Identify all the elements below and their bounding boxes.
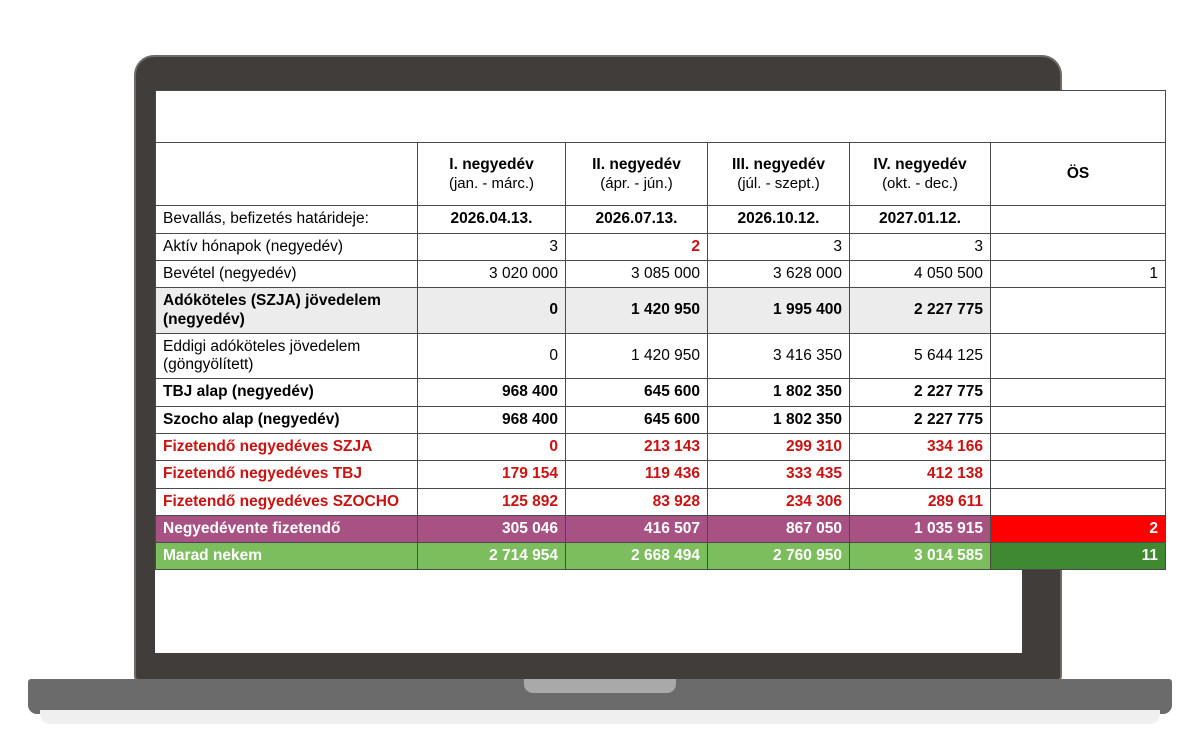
cell-active-months-q4: 3 (850, 233, 991, 260)
cell-payable-szja-q1: 0 (418, 433, 566, 460)
table-row (156, 379, 1166, 406)
column-header-q1-sub: (jan. - márc.) (448, 175, 534, 193)
row-label-cumulative-income: Eddigi adóköteles jövedelem (göngyölített) (156, 333, 418, 379)
table-row (156, 433, 1166, 460)
column-header-q4-label: IV. negyedév (873, 155, 967, 173)
cell-active-months-q3: 3 (708, 233, 850, 260)
laptop-trackpad-notch (524, 679, 676, 693)
sheet-title-main: Számított adók, járulékok 2026 - NEGYEDÉVES összesítés * (391, 95, 930, 116)
cell-remaining-total: 11 (991, 543, 1166, 570)
cell-payable-szja-q2: 213 143 (566, 433, 708, 460)
cell-taxable-income-q3: 1 995 400 (708, 288, 850, 334)
column-header-q2 (566, 143, 708, 206)
cell-active-months-q1: 3 (418, 233, 566, 260)
cell-revenue-q2: 3 085 000 (566, 261, 708, 288)
sheet-title-sub: (Bevallás, befizetés: negyedévente) (525, 118, 796, 138)
column-header-q3-label: III. negyedév (731, 155, 826, 173)
table-row (156, 515, 1166, 542)
tax-summary-table (155, 90, 1166, 570)
row-label-szocho-base: Szocho alap (negyedév) (156, 406, 418, 433)
cell-taxable-income-q1: 0 (418, 288, 566, 334)
cell-payable-szocho-q1: 125 892 (418, 488, 566, 515)
cell-revenue-q4: 4 050 500 (850, 261, 991, 288)
cell-quarterly-payable-q2: 416 507 (566, 515, 708, 542)
column-header-q2-sub: (ápr. - jún.) (600, 175, 673, 193)
laptop-screen (155, 90, 1159, 653)
table-row (156, 461, 1166, 488)
row-label-taxable-income: Adóköteles (SZJA) jövedelem (negyedév) (156, 288, 418, 334)
cell-payable-szja-q3: 299 310 (708, 433, 850, 460)
column-header-q3-sub: (júl. - szept.) (737, 175, 820, 193)
cell-cumulative-income-total (991, 333, 1166, 379)
cell-payable-szocho-q4: 289 611 (850, 488, 991, 515)
cell-remaining-q1: 2 714 954 (418, 543, 566, 570)
column-header-total: ÖS (991, 143, 1166, 206)
row-label-remaining: Marad nekem (156, 543, 418, 570)
row-label-payable-szja: Fizetendő negyedéves SZJA (156, 433, 418, 460)
cell-cumulative-income-q3: 3 416 350 (708, 333, 850, 379)
column-header-q1 (418, 143, 566, 206)
column-header-q4-sub: (okt. - dec.) (882, 175, 958, 193)
cell-deadline-q3: 2026.10.12. (708, 206, 850, 233)
cell-cumulative-income-q2: 1 420 950 (566, 333, 708, 379)
row-label-payable-tbj: Fizetendő negyedéves TBJ (156, 461, 418, 488)
column-header-q1-label: I. negyedév (449, 155, 534, 173)
cell-payable-tbj-q4: 412 138 (850, 461, 991, 488)
cell-deadline-q2: 2026.07.13. (566, 206, 708, 233)
cell-active-months-q2: 2 (566, 233, 708, 260)
cell-payable-tbj-total (991, 461, 1166, 488)
column-header-q3 (708, 143, 850, 206)
cell-revenue-total: 1 (991, 261, 1166, 288)
cell-tbj-base-total (991, 379, 1166, 406)
cell-taxable-income-q2: 1 420 950 (566, 288, 708, 334)
cell-payable-szocho-q2: 83 928 (566, 488, 708, 515)
cell-quarterly-payable-q3: 867 050 (708, 515, 850, 542)
table-row (156, 233, 1166, 260)
table-row (156, 333, 1166, 379)
cell-revenue-q3: 3 628 000 (708, 261, 850, 288)
column-header-q2-label: II. negyedév (592, 155, 681, 173)
table-row (156, 261, 1166, 288)
row-label-tbj-base: TBJ alap (negyedév) (156, 379, 418, 406)
table-row (156, 206, 1166, 233)
cell-cumulative-income-q1: 0 (418, 333, 566, 379)
cell-revenue-q1: 3 020 000 (418, 261, 566, 288)
sheet-title (156, 91, 1166, 143)
cell-payable-tbj-q2: 119 436 (566, 461, 708, 488)
cell-quarterly-payable-q4: 1 035 915 (850, 515, 991, 542)
cell-szocho-base-total (991, 406, 1166, 433)
cell-payable-tbj-q3: 333 435 (708, 461, 850, 488)
cell-deadline-q1: 2026.04.13. (418, 206, 566, 233)
cell-taxable-income-q4: 2 227 775 (850, 288, 991, 334)
spreadsheet (155, 90, 1165, 570)
cell-deadline-total (991, 206, 1166, 233)
table-title-row (156, 91, 1166, 143)
row-label-revenue: Bevétel (negyedév) (156, 261, 418, 288)
cell-active-months-total (991, 233, 1166, 260)
cell-szocho-base-q3: 1 802 350 (708, 406, 850, 433)
cell-szocho-base-q2: 645 600 (566, 406, 708, 433)
column-header-q4 (850, 143, 991, 206)
cell-quarterly-payable-total: 2 (991, 515, 1166, 542)
cell-tbj-base-q4: 2 227 775 (850, 379, 991, 406)
cell-payable-szja-total (991, 433, 1166, 460)
cell-tbj-base-q3: 1 802 350 (708, 379, 850, 406)
cell-szocho-base-q1: 968 400 (418, 406, 566, 433)
row-label-payable-szocho: Fizetendő negyedéves SZOCHO (156, 488, 418, 515)
table-row (156, 288, 1166, 334)
cell-taxable-income-total (991, 288, 1166, 334)
cell-cumulative-income-q4: 5 644 125 (850, 333, 991, 379)
column-header-blank (156, 143, 418, 206)
row-label-quarterly-payable: Negyedévente fizetendő (156, 515, 418, 542)
cell-payable-tbj-q1: 179 154 (418, 461, 566, 488)
cell-payable-szja-q4: 334 166 (850, 433, 991, 460)
cell-remaining-q2: 2 668 494 (566, 543, 708, 570)
cell-quarterly-payable-q1: 305 046 (418, 515, 566, 542)
cell-remaining-q3: 2 760 950 (708, 543, 850, 570)
cell-payable-szocho-total (991, 488, 1166, 515)
laptop-shadow (40, 710, 1160, 724)
cell-tbj-base-q2: 645 600 (566, 379, 708, 406)
cell-deadline-q4: 2027.01.12. (850, 206, 991, 233)
cell-szocho-base-q4: 2 227 775 (850, 406, 991, 433)
column-header-row (156, 143, 1166, 206)
cell-tbj-base-q1: 968 400 (418, 379, 566, 406)
cell-payable-szocho-q3: 234 306 (708, 488, 850, 515)
row-label-active-months: Aktív hónapok (negyedév) (156, 233, 418, 260)
row-label-deadline: Bevallás, befizetés határideje: (156, 206, 418, 233)
table-row (156, 488, 1166, 515)
table-row (156, 543, 1166, 570)
cell-remaining-q4: 3 014 585 (850, 543, 991, 570)
table-row (156, 406, 1166, 433)
